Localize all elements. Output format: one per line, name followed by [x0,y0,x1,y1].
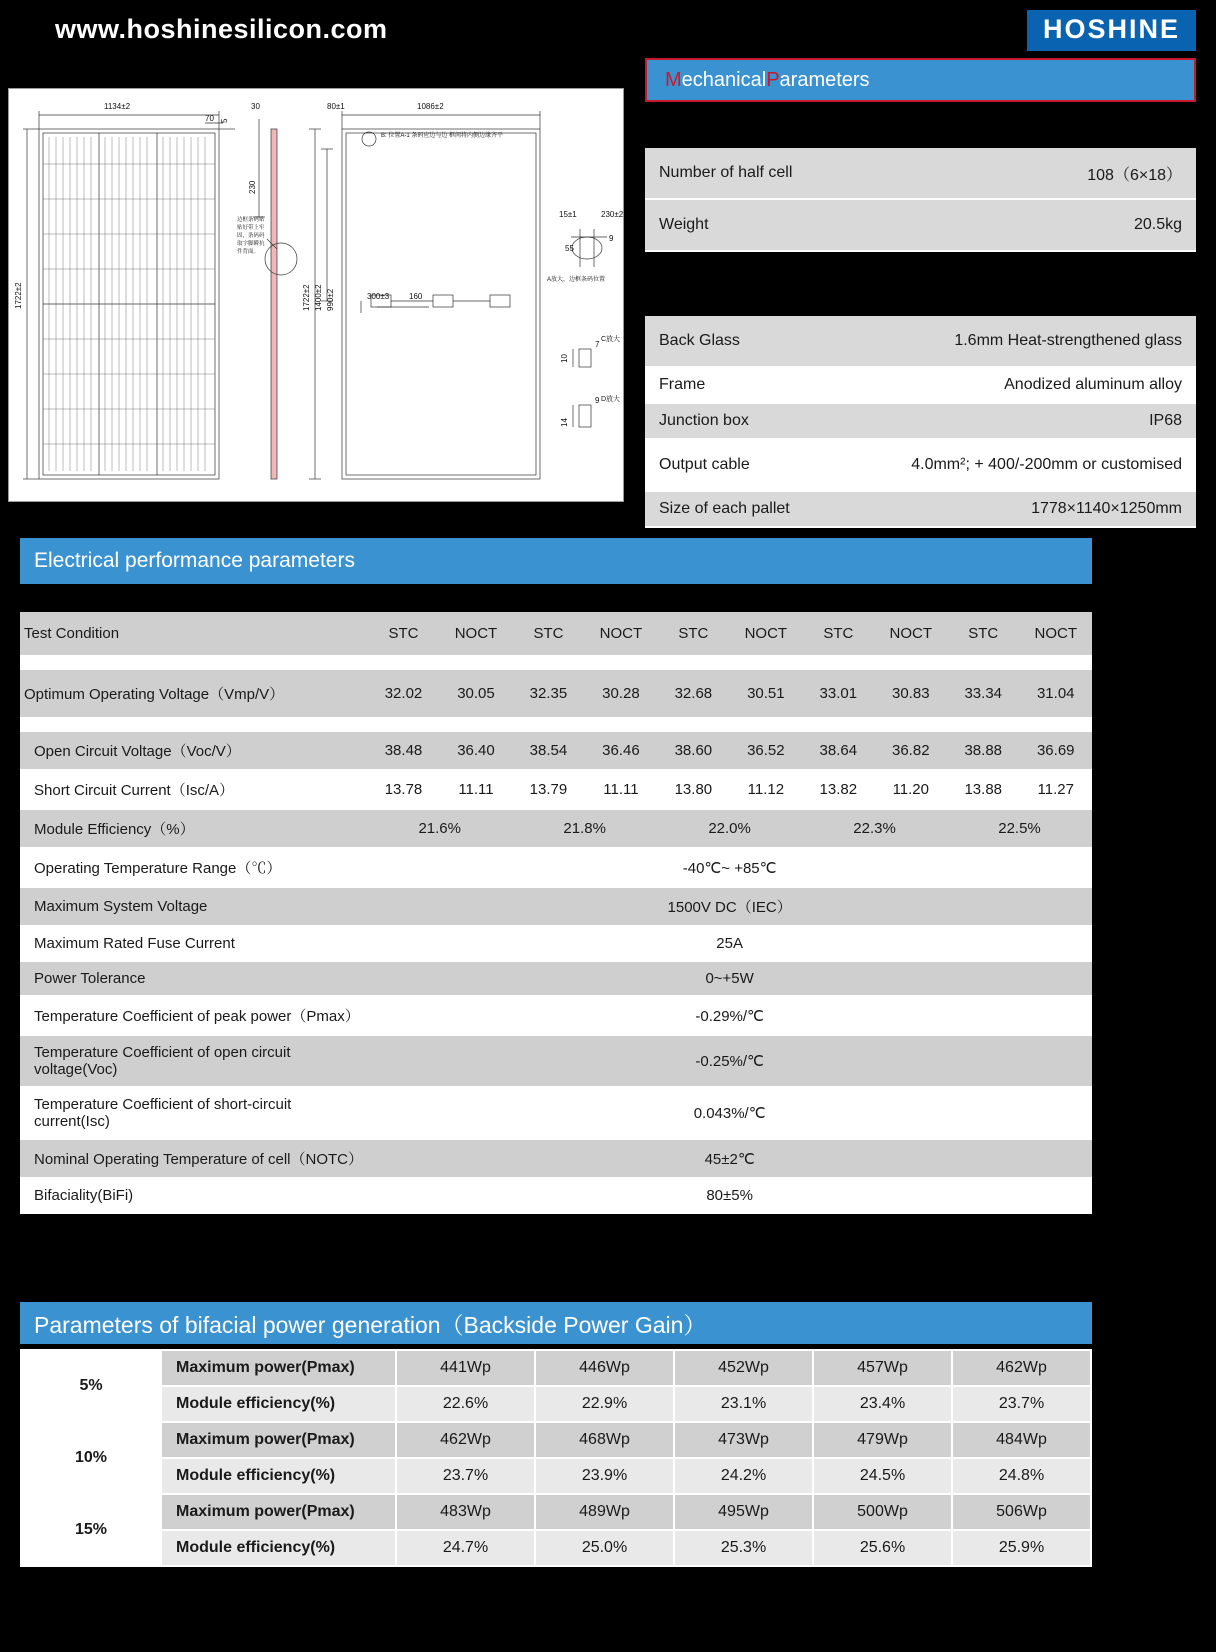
condition-cell: NOCT [1019,612,1092,656]
bifacial-table [20,1349,1092,1567]
row-label: Module efficiency(%) [161,1458,396,1494]
mechanical-group-1 [645,148,1196,252]
efficiency-value: 22.3% [802,809,947,848]
row-value: 25.9% [952,1530,1091,1566]
dim-30: 30 [251,102,260,111]
row-value: 11.27 [1019,770,1092,809]
row-value: 30.05 [440,670,512,718]
condition-cell: STC [367,612,439,656]
dim-9a: 9 [609,234,614,243]
row-value: 22.9% [535,1386,674,1422]
table-row [20,887,1092,926]
table-row [645,404,1196,440]
row-value: 11.20 [875,770,947,809]
mechanical-group-2 [645,316,1196,528]
table-row-header [20,612,1092,656]
condition-cell: NOCT [730,612,802,656]
mech-value: IP68 [1149,412,1182,429]
row-value: 23.4% [813,1386,952,1422]
note-cn-2-l2: 贴好带上牢 [237,225,265,231]
row-label: Maximum power(Pmax) [161,1350,396,1386]
row-value: 38.48 [367,732,439,770]
dim-1134: 1134±2 [104,102,131,111]
row-value: 11.11 [585,770,657,809]
dim-300: 300±3 [367,292,390,301]
row-value: 36.40 [440,732,512,770]
row-label: Module efficiency(%) [161,1530,396,1566]
note-d: D放大 [601,396,621,403]
dim-h2: 1400±2 [314,284,323,311]
row-value: 0~+5W [367,961,1092,996]
row-value: 32.02 [367,670,439,718]
row-value: 30.83 [875,670,947,718]
row-value: 11.12 [730,770,802,809]
dim-230-2: 230±2 [601,210,623,219]
dim-70: 70 [205,114,214,123]
row-value: 23.7% [952,1386,1091,1422]
row-label: Temperature Coefficient of short-circuit current(Isc) [20,1087,367,1139]
row-value: 36.46 [585,732,657,770]
gain-label: 5% [21,1350,161,1422]
electrical-performance-title: Electrical performance parameters [20,538,1092,584]
mech-key: Weight [659,216,709,233]
mech-value: 1778×1140×1250mm [1031,500,1182,517]
row-value: 13.82 [802,770,874,809]
dim-h1: 1722±2 [302,284,311,311]
row-value: -0.25%/℃ [367,1035,1092,1087]
table-row [20,670,1092,718]
row-value: 24.2% [674,1458,813,1494]
row-value: 38.88 [947,732,1019,770]
table-row [21,1458,1091,1494]
row-value: 38.60 [657,732,729,770]
dim-height-left: 1722±2 [14,282,23,309]
row-label: Maximum power(Pmax) [161,1422,396,1458]
row-value: 23.7% [396,1458,535,1494]
row-value: 25.0% [535,1530,674,1566]
row-value: 483Wp [396,1494,535,1530]
table-row [20,926,1092,961]
row-label: Operating Temperature Range（℃） [20,848,367,887]
row-value: 13.78 [367,770,439,809]
dim-10: 10 [560,354,569,363]
row-value: 45±2℃ [367,1139,1092,1178]
row-value: 1500V DC（IEC） [367,887,1092,926]
row-value: 452Wp [674,1350,813,1386]
mech-value: 4.0mm²; + 400/-200mm or customised [911,456,1182,473]
row-value: 462Wp [396,1422,535,1458]
mech-title-m: M [665,68,682,91]
condition-cell: STC [512,612,584,656]
row-value: 23.1% [674,1386,813,1422]
bifacial-parameters-title: Parameters of bifacial power generation（Backside Power Gain） [20,1302,1092,1344]
note-cn-2-l1: 边框条码贴 [237,217,265,223]
row-value: 25.3% [674,1530,813,1566]
row-value: 22.6% [396,1386,535,1422]
row-value: 11.11 [440,770,512,809]
dim-h3: 990±2 [326,288,335,311]
mech-key: Back Glass [659,332,740,349]
row-value: 24.8% [952,1458,1091,1494]
mechanical-parameters-title [645,58,1196,102]
row-value: 38.64 [802,732,874,770]
row-label: Temperature Coefficient of open circuit voltage(Voc) [20,1035,367,1087]
dim-5: 5 [220,118,229,123]
dim-15: 15±1 [559,210,577,219]
row-value: 30.28 [585,670,657,718]
dim-160: 160 [409,292,423,301]
row-value: 33.34 [947,670,1019,718]
row-label: Maximum power(Pmax) [161,1494,396,1530]
row-value: 25A [367,926,1092,961]
row-value: 500Wp [813,1494,952,1530]
electrical-performance-table [20,612,1092,1214]
gain-label: 10% [21,1422,161,1494]
table-row [20,996,1092,1035]
row-label: Short Circuit Current（Isc/A） [20,770,367,809]
row-value: 13.79 [512,770,584,809]
row-value: 24.5% [813,1458,952,1494]
table-spacer [20,718,1092,732]
mech-title-arameters: arameters [779,68,870,91]
mech-key: Junction box [659,412,749,429]
row-label: Optimum Operating Voltage（Vmp/V） [20,670,367,718]
row-label: Module efficiency(%) [161,1386,396,1422]
row-label: Maximum Rated Fuse Current [20,926,367,961]
condition-cell: NOCT [875,612,947,656]
row-value: 457Wp [813,1350,952,1386]
row-value: 489Wp [535,1494,674,1530]
row-value: 31.04 [1019,670,1092,718]
row-label: Maximum System Voltage [20,887,367,926]
row-value: 25.6% [813,1530,952,1566]
module-drawing [8,88,624,502]
note-cn-2-l3: 固，条码码 [237,233,265,239]
row-value: 80±5% [367,1178,1092,1213]
note-cn-2-l4: 取字脚瞬抗 [237,241,265,247]
table-row [20,809,1092,848]
row-value: 495Wp [674,1494,813,1530]
table-row [645,316,1196,368]
row-value: 479Wp [813,1422,952,1458]
note-c: C放大 [601,336,621,343]
table-row [21,1422,1091,1458]
mech-title-echanical: echanical [681,68,767,91]
note-cn-3: A放大，边框条码位置 [547,277,606,283]
row-value: 462Wp [952,1350,1091,1386]
row-value: 468Wp [535,1422,674,1458]
condition-cell: NOCT [440,612,512,656]
dim-9b: 9 [595,396,600,405]
website-url: www.hoshinesilicon.com [55,14,388,44]
row-value: 13.88 [947,770,1019,809]
table-row [21,1350,1091,1386]
dim-1086: 1086±2 [417,102,444,111]
row-label: Bifaciality(BiFi) [20,1178,367,1213]
table-row [20,848,1092,887]
row-label: Open Circuit Voltage（Voc/V） [20,732,367,770]
row-value: 36.69 [1019,732,1092,770]
row-value: 33.01 [802,670,874,718]
row-label: Nominal Operating Temperature of cell（NOTC） [20,1139,367,1178]
row-value: -40℃~ +85℃ [367,848,1092,887]
row-value: 473Wp [674,1422,813,1458]
table-row [645,148,1196,200]
test-condition-label: Test Condition [20,612,367,656]
row-value: 13.80 [657,770,729,809]
note-cn-1: B: 位置A-1 条码应边与边 框间将内侧边缘齐平 [381,133,504,139]
condition-cell: STC [947,612,1019,656]
table-row [645,492,1196,528]
mech-title-p: P [766,68,780,91]
condition-cell: STC [657,612,729,656]
row-value: 36.52 [730,732,802,770]
row-value: 32.68 [657,670,729,718]
dim-80: 80±1 [327,102,345,111]
row-value: 36.82 [875,732,947,770]
dim-230: 230 [248,180,257,194]
table-row [21,1386,1091,1422]
table-row [20,1035,1092,1087]
mech-value: 108（6×18） [1087,166,1182,184]
row-value: 30.51 [730,670,802,718]
mech-key: Output cable [659,456,750,473]
efficiency-value: 21.8% [512,809,657,848]
mech-key: Number of half cell [659,164,793,181]
table-row [645,368,1196,404]
table-row [20,770,1092,809]
efficiency-value: 22.5% [947,809,1092,848]
table-row [645,440,1196,492]
dim-55: 55 [565,244,574,253]
row-value: 24.7% [396,1530,535,1566]
row-value: 23.9% [535,1458,674,1494]
row-value: 484Wp [952,1422,1091,1458]
row-value: -0.29%/℃ [367,996,1092,1035]
mech-key: Frame [659,376,706,393]
gain-label: 15% [21,1494,161,1566]
dim-7: 7 [595,340,600,349]
table-spacer [20,656,1092,670]
table-row [20,961,1092,996]
mech-value: Anodized aluminum alloy [1004,376,1182,393]
row-value: 506Wp [952,1494,1091,1530]
note-cn-2-l5: 件背面。 [237,249,260,255]
row-label: Power Tolerance [20,961,367,996]
row-label: Module Efficiency（%） [20,809,367,848]
row-value: 38.54 [512,732,584,770]
table-row [20,1087,1092,1139]
row-value: 446Wp [535,1350,674,1386]
row-value: 441Wp [396,1350,535,1386]
table-row [21,1530,1091,1566]
table-row [20,1139,1092,1178]
table-row [21,1494,1091,1530]
efficiency-value: 22.0% [657,809,802,848]
row-value: 32.35 [512,670,584,718]
mech-key: Size of each pallet [659,500,790,517]
table-row [645,200,1196,252]
row-label: Temperature Coefficient of peak power（Pmax） [20,996,367,1035]
condition-cell: STC [802,612,874,656]
dim-14: 14 [560,418,569,427]
mech-value: 20.5kg [1133,216,1182,233]
condition-cell: NOCT [585,612,657,656]
efficiency-value: 21.6% [367,809,512,848]
brand-logo: HOSHINE [1027,10,1196,51]
table-row [20,732,1092,770]
mech-value: 1.6mm Heat-strengthened glass [954,332,1182,349]
row-value: 0.043%/℃ [367,1087,1092,1139]
table-row [20,1178,1092,1213]
